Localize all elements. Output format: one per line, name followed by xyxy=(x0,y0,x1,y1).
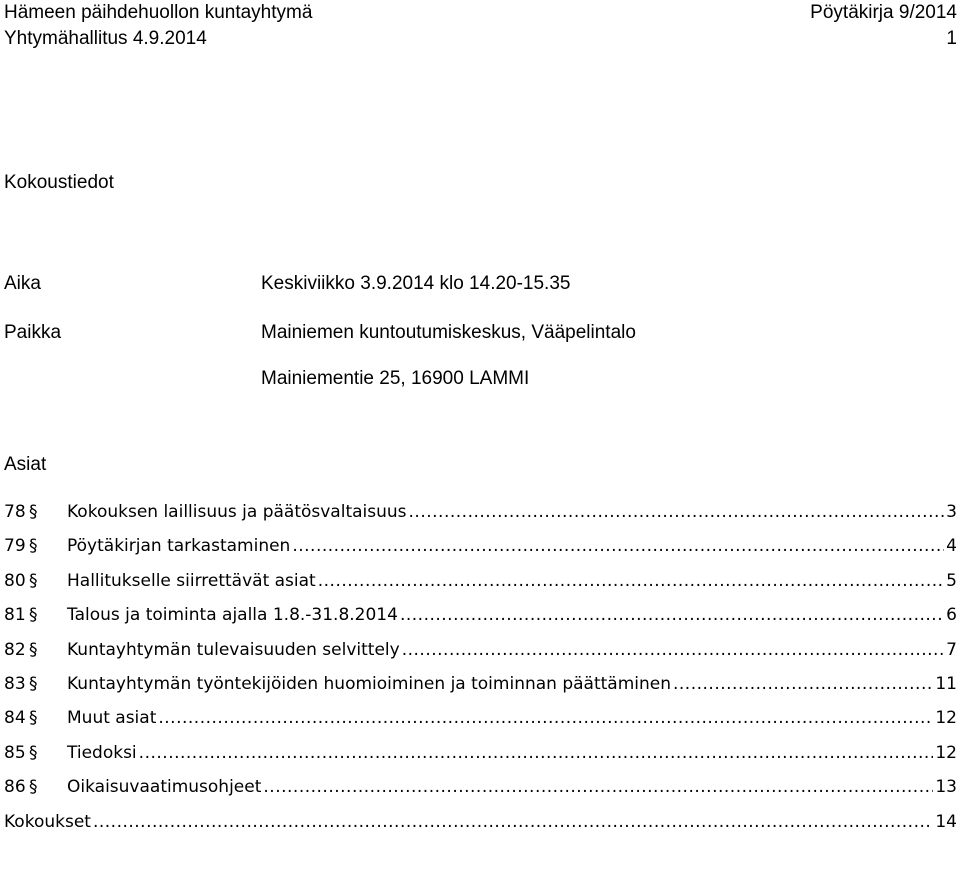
toc-item-page: 12 xyxy=(935,708,957,729)
toc-item-number: 79 xyxy=(4,536,26,557)
toc-item-title: Talous ja toiminta ajalla 1.8.-31.8.2014 xyxy=(67,605,398,626)
toc-item-title: Pöytäkirjan tarkastaminen xyxy=(67,536,291,557)
toc-leader-dots xyxy=(292,529,944,563)
toc-item-title: Kuntayhtymän työntekijöiden huomioiminen ja toiminnan päättäminen xyxy=(67,673,671,694)
toc-item-page: 7 xyxy=(946,639,957,660)
header-page-number: 1 xyxy=(946,28,957,49)
toc-item-78[interactable] xyxy=(0,495,960,529)
toc-item-title: Kokouksen laillisuus ja päätösvaltaisuus xyxy=(67,502,407,522)
toc-item-number: 86 xyxy=(4,777,26,798)
toc-item-number: 80 xyxy=(4,570,26,591)
section-sign: § xyxy=(29,536,38,557)
toc-item-number: 82 xyxy=(4,639,26,660)
section-sign: § xyxy=(29,639,38,660)
toc-item-title: Muut asiat xyxy=(67,708,157,729)
header-organization: Hämeen päihdehuollon kuntayhtymä xyxy=(4,2,313,23)
toc-item-title: Oikaisuvaatimusohjeet xyxy=(67,777,262,798)
table-of-contents xyxy=(0,495,960,839)
section-sign: § xyxy=(29,673,38,694)
time-value: Keskiviikko 3.9.2014 klo 14.20-15.35 xyxy=(261,273,571,294)
toc-leader-dots xyxy=(402,633,944,667)
place-value-line-2: Mainiementie 25, 16900 LAMMI xyxy=(261,368,530,389)
toc-item-page: 13 xyxy=(935,777,957,798)
toc-item-title: Kuntayhtymän tulevaisuuden selvittely xyxy=(67,639,400,660)
toc-item-84[interactable] xyxy=(0,701,960,735)
toc-item-page: 5 xyxy=(946,570,957,591)
toc-item-title: Hallitukselle siirrettävät asiat xyxy=(67,570,316,591)
header-meeting: Yhtymähallitus 4.9.2014 xyxy=(4,28,207,49)
section-sign: § xyxy=(29,708,38,729)
toc-leader-dots xyxy=(158,701,933,735)
toc-item-title: Tiedoksi xyxy=(67,742,137,763)
toc-leader-dots xyxy=(318,564,944,598)
section-sign: § xyxy=(29,502,38,522)
toc-item-page: 3 xyxy=(946,502,957,522)
time-label: Aika xyxy=(4,273,41,294)
toc-leader-dots xyxy=(139,736,934,770)
section-sign: § xyxy=(29,605,38,626)
toc-leader-dots xyxy=(409,495,945,529)
toc-item-85[interactable] xyxy=(0,736,960,770)
toc-leader-dots xyxy=(673,667,933,701)
toc-item-title: Kokoukset xyxy=(4,811,91,832)
toc-item-page: 6 xyxy=(946,605,957,626)
toc-item-83[interactable] xyxy=(0,667,960,701)
toc-item-number: 84 xyxy=(4,708,26,729)
toc-item-kokoukset[interactable] xyxy=(0,805,960,839)
agenda-heading: Asiat xyxy=(4,454,47,475)
toc-item-79[interactable] xyxy=(0,529,960,563)
toc-item-number: 83 xyxy=(4,673,26,694)
section-sign: § xyxy=(29,742,38,763)
toc-item-80[interactable] xyxy=(0,564,960,598)
section-sign: § xyxy=(29,777,38,798)
toc-item-number: 78 xyxy=(4,502,26,522)
section-sign: § xyxy=(29,570,38,591)
toc-item-page: 12 xyxy=(935,742,957,763)
toc-leader-dots xyxy=(263,770,933,804)
place-label: Paikka xyxy=(4,322,62,343)
toc-item-page: 4 xyxy=(946,536,957,557)
toc-item-86[interactable] xyxy=(0,770,960,804)
toc-item-81[interactable] xyxy=(0,598,960,632)
toc-leader-dots xyxy=(93,805,933,839)
header-document-id: Pöytäkirja 9/2014 xyxy=(810,2,957,23)
toc-item-page: 14 xyxy=(935,811,957,832)
place-value-line-1: Mainiemen kuntoutumiskeskus, Vääpelintalo xyxy=(261,322,636,343)
toc-leader-dots xyxy=(400,598,944,632)
toc-item-number: 85 xyxy=(4,742,26,763)
toc-item-number: 81 xyxy=(4,605,26,626)
toc-item-82[interactable] xyxy=(0,633,960,667)
toc-item-page: 11 xyxy=(935,673,957,694)
meeting-info-heading: Kokoustiedot xyxy=(4,172,114,193)
